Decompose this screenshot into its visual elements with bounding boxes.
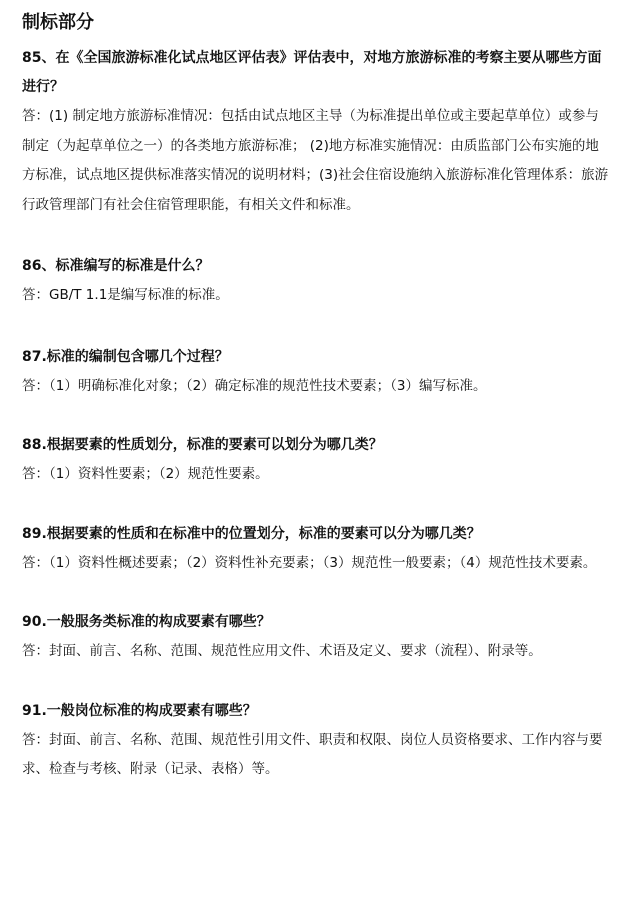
qa-item-86 (22, 252, 612, 311)
qa-item-89 (22, 520, 612, 579)
qa-item-91 (22, 697, 612, 785)
question-89: 89.根据要素的性质和在标准中的位置划分，标准的要素可以分为哪几类？ (22, 525, 481, 542)
question-90: 90.一般服务类标准的构成要素有哪些？ (22, 614, 271, 630)
question-85: 85、在《全国旅游标准化试点地区评估表》评估表中，对地方旅游标准的考察主要从哪些方面进行？ (22, 50, 602, 95)
section-title: 制标部分 (22, 12, 94, 33)
answer-87: 答：（1）明确标准化对象；（2）确定标准的规范性技术要素；（3）编写标准。 (22, 377, 487, 394)
question-88: 88.根据要素的性质划分，标准的要素可以划分为哪几类？ (22, 437, 383, 453)
question-91: 91.一般岗位标准的构成要素有哪些？ (22, 702, 257, 719)
answer-88: 答：（1）资料性要素；（2）规范性要素。 (22, 466, 269, 482)
qa-item-85 (22, 44, 612, 220)
qa-item-88 (22, 431, 612, 490)
answer-89: 答：（1）资料性概述要素；（2）资料性补充要素；（3）规范性一般要素；（4）规范性技术要素。 (22, 554, 597, 571)
question-86: 86、标准编写的标准是什么？ (22, 258, 210, 274)
qa-item-87 (22, 343, 612, 402)
qa-item-90 (22, 608, 612, 667)
answer-90: 答：封面、前言、名称、范围、规范性应用文件、术语及定义、要求（流程）、附录等。 (22, 643, 542, 659)
answer-85: 答：(1) 制定地方旅游标准情况：包括由试点地区主导（为标准提出单位或主要起草单位）或参与制定（为起草单位之一）的各类地方旅游标准； (2)地方标准实施情况：由质监部门公布实施的地方标准，试点地区提供标准落实情况的说明材料；(3)社会住宿设施纳入旅游标准化管理体系：旅游行政管理部门有社会住宿管理职能，有相关文件和标准。 (22, 108, 609, 213)
answer-91: 答：封面、前言、名称、范围、规范性引用文件、职责和权限、岗位人员资格要求、工作内容与要求、检查与考核、附录（记录、表格）等。 (22, 731, 603, 777)
question-87: 87.标准的编制包含哪几个过程？ (22, 348, 229, 365)
answer-86: 答：GB/T 1.1是编写标准的标准。 (22, 287, 229, 303)
